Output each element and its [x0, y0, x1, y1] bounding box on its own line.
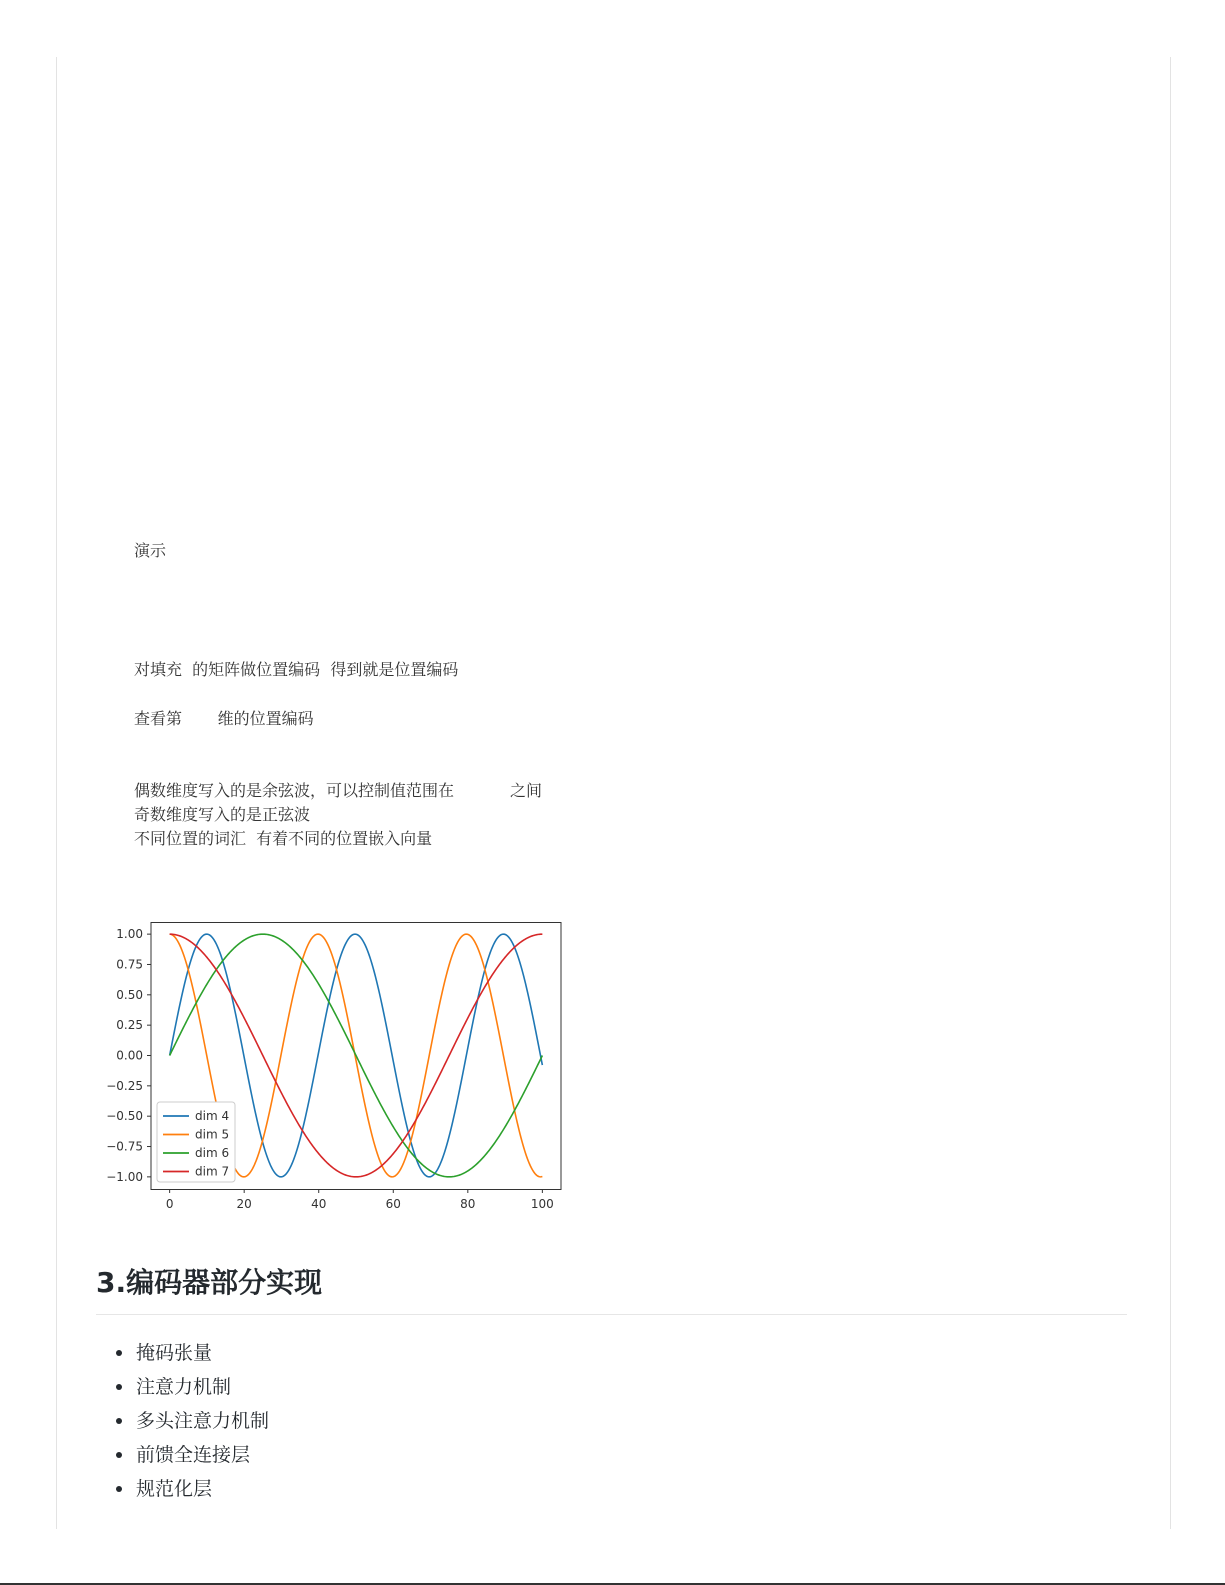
list-item: 前馈全连接层 — [96, 1438, 269, 1472]
y-tick-label: 0.25 — [116, 1018, 143, 1033]
section-title-divider — [96, 1314, 1127, 1315]
paragraph-odd-dims: 奇数维度写入的是正弦波 — [134, 805, 311, 824]
y-tick-label: −1.00 — [106, 1169, 143, 1184]
legend-label: dim 4 — [195, 1109, 230, 1123]
positional-encoding-chart — [96, 922, 576, 1232]
list-item: 注意力机制 — [96, 1370, 269, 1404]
y-tick-label: 0.75 — [116, 957, 143, 972]
encoder-parts-list — [96, 1336, 269, 1506]
x-tick-label: 60 — [385, 1197, 401, 1211]
x-tick-label: 40 — [311, 1197, 327, 1211]
demo-text: 演示 — [134, 541, 167, 560]
x-tick-label: 20 — [236, 1197, 252, 1211]
list-item: 规范化层 — [96, 1472, 269, 1506]
y-tick-label: −0.25 — [106, 1078, 143, 1093]
legend-label: dim 5 — [195, 1127, 230, 1142]
legend-label: dim 7 — [195, 1164, 230, 1179]
y-tick-label: 1.00 — [116, 927, 143, 942]
y-tick-label: −0.50 — [106, 1109, 143, 1124]
y-tick-label: 0.50 — [116, 987, 143, 1002]
legend-label: dim 6 — [195, 1146, 230, 1160]
paragraph-even-dims: 偶数维度写入的是余弦波，可以控制值范围在 之间 — [134, 781, 542, 800]
list-item: 掩码张量 — [96, 1336, 269, 1370]
x-tick-label: 100 — [530, 1197, 554, 1211]
y-tick-label: −0.75 — [106, 1139, 143, 1154]
paragraph-view-dims: 查看第 维的位置编码 — [134, 709, 314, 728]
paragraph-position-encoding: 对填充 的矩阵做位置编码 得到就是位置编码 — [134, 660, 459, 679]
list-item: 多头注意力机制 — [96, 1404, 269, 1438]
y-tick-label: 0.00 — [116, 1048, 143, 1063]
chart-svg — [96, 922, 576, 1232]
x-tick-label: 80 — [460, 1197, 476, 1211]
section-title: 3.编码器部分实现 — [96, 1266, 323, 1299]
x-tick-label: 0 — [165, 1197, 174, 1211]
paragraph-different-positions: 不同位置的词汇 有着不同的位置嵌入向量 — [134, 829, 433, 848]
